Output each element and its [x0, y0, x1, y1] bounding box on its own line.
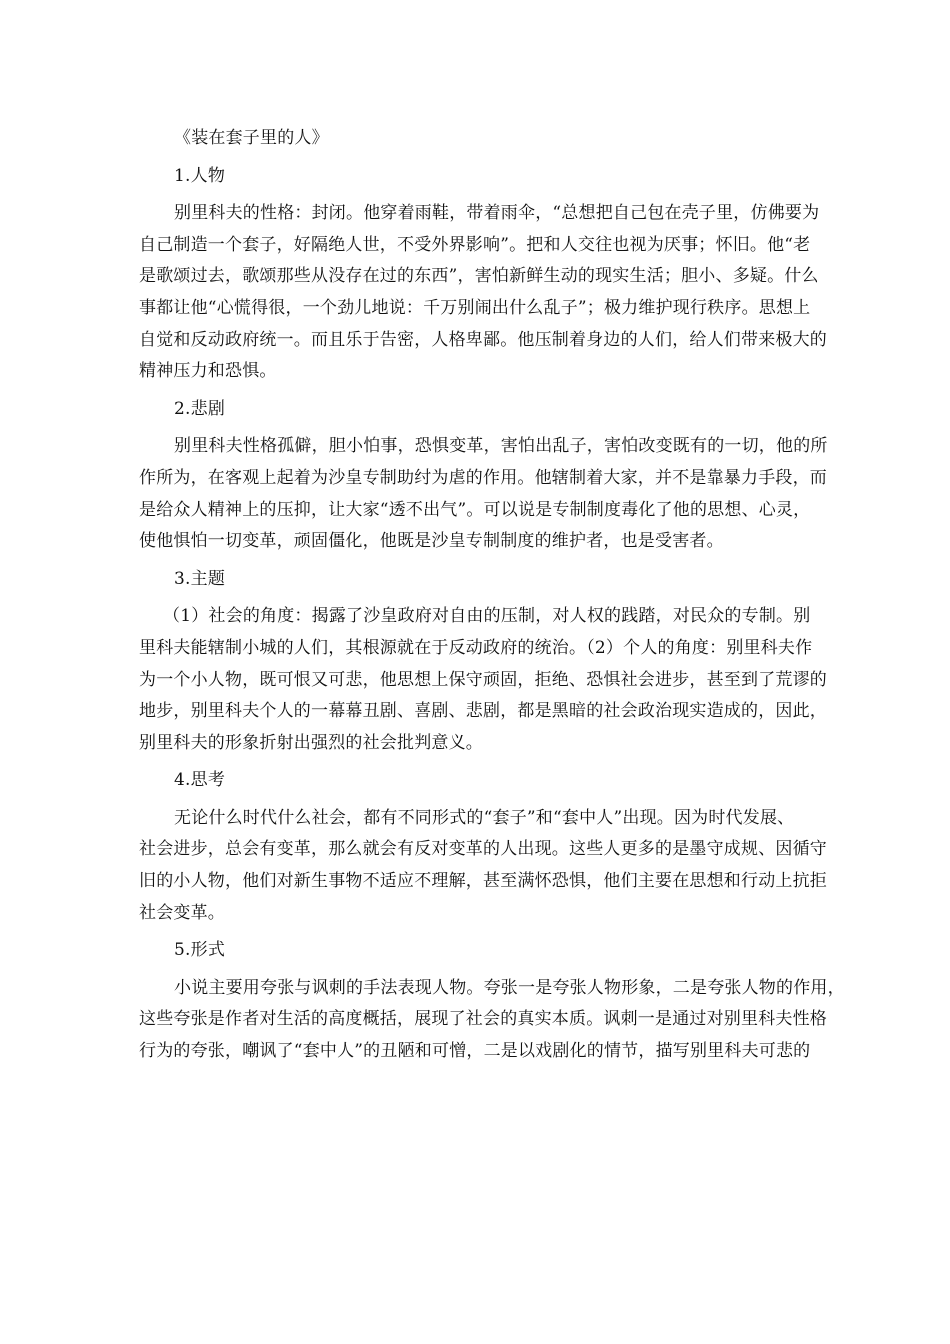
section-heading-2: 2.悲剧: [174, 398, 226, 419]
paragraph-line: 旧的小人物，他们对新生事物不适应不理解，甚至满怀恐惧，他们主要在思想和行动上抗拒: [139, 871, 827, 892]
section-paragraph-4: [137, 803, 827, 929]
document-title: 《装在套子里的人》: [174, 128, 329, 148]
paragraph-line: 事都让他“心慌得很，一个劲儿地说：千万别闹出什么乱子”；极力维护现行秩序。思想上: [139, 297, 811, 318]
section-heading-4: 4.思考: [174, 770, 226, 791]
paragraph-line: （1）社会的角度：揭露了沙皇政府对自由的压制，对人权的践踏，对民众的专制。别: [163, 606, 811, 627]
paragraph-line: 自己制造一个套子，好隔绝人世，不受外界影响”。把和人交往也视为厌事；怀旧。他“老: [139, 234, 811, 255]
section-heading-1: 1.人物: [174, 165, 226, 186]
paragraph-line: 是歌颂过去，歌颂那些从没存在过的东西”，害怕新鲜生动的现实生活；胆小、多疑。什么: [139, 266, 819, 287]
paragraph-line: 自觉和反动政府统一。而且乐于告密，人格卑鄙。他压制着身边的人们，给人们带来极大的: [139, 329, 827, 350]
paragraph-line: 里科夫能辖制小城的人们，其根源就在于反动政府的统治。（2）个人的角度：别里科夫作: [139, 637, 813, 658]
section-paragraph-1: [137, 198, 827, 388]
paragraph-line: 别里科夫的性格：封闭。他穿着雨鞋，带着雨伞，“总想把自己包在壳子里，仿佛要为: [174, 203, 820, 224]
paragraph-line: 地步，别里科夫个人的一幕幕丑剧、喜剧、悲剧，都是黑暗的社会政治现实造成的，因此，: [139, 701, 827, 722]
paragraph-line: 社会变革。: [139, 902, 225, 923]
paragraph-line: 别里科夫的形象折射出强烈的社会批判意义。: [139, 732, 483, 753]
paragraph-line: 无论什么时代什么社会，都有不同形式的“套子”和“套中人”出现。因为时代发展、: [174, 807, 795, 828]
paragraph-line: 社会进步，总会有变革，那么就会有反对变革的人出现。这些人更多的是墨守成规、因循守: [139, 839, 827, 860]
paragraph-line: 行为的夸张，嘲讽了“套中人”的丑陋和可憎，二是以戏剧化的情节，描写别里科夫可悲的: [139, 1041, 811, 1062]
document-body: [137, 123, 845, 1068]
paragraph-line: 这些夸张是作者对生活的高度概括，展现了社会的真实本质。讽刺一是通过对别里科夫性格: [139, 1009, 827, 1030]
section-paragraph-3: [137, 601, 827, 759]
paragraph-line: 作所为，在客观上起着为沙皇专制助纣为虐的作用。他辖制着大家，并不是靠暴力手段，而: [139, 467, 827, 488]
paragraph-line: 别里科夫性格孤僻，胆小怕事，恐惧变革，害怕出乱子，害怕改变既有的一切，他的所: [174, 436, 828, 457]
paragraph-line: 为一个小人物，既可恨又可悲，他思想上保守顽固，拒绝、恐惧社会进步，甚至到了荒谬的: [139, 669, 827, 690]
section-heading-3: 3.主题: [174, 568, 226, 589]
section-paragraph-2: [137, 431, 828, 557]
paragraph-line: 是给众人精神上的压抑，让大家“透不出气”。可以说是专制制度毒化了他的思想、心灵，: [139, 499, 811, 520]
paragraph-line: 使他惧怕一切变革，顽固僵化，他既是沙皇专制制度的维护者，也是受害者。: [139, 531, 724, 552]
paragraph-line: 精神压力和恐惧。: [139, 361, 277, 382]
section-heading-5: 5.形式: [174, 940, 226, 961]
section-paragraph-5: [137, 973, 845, 1068]
paragraph-line: 小说主要用夸张与讽刺的手法表现人物。夸张一是夸张人物形象，二是夸张人物的作用，: [174, 977, 845, 998]
